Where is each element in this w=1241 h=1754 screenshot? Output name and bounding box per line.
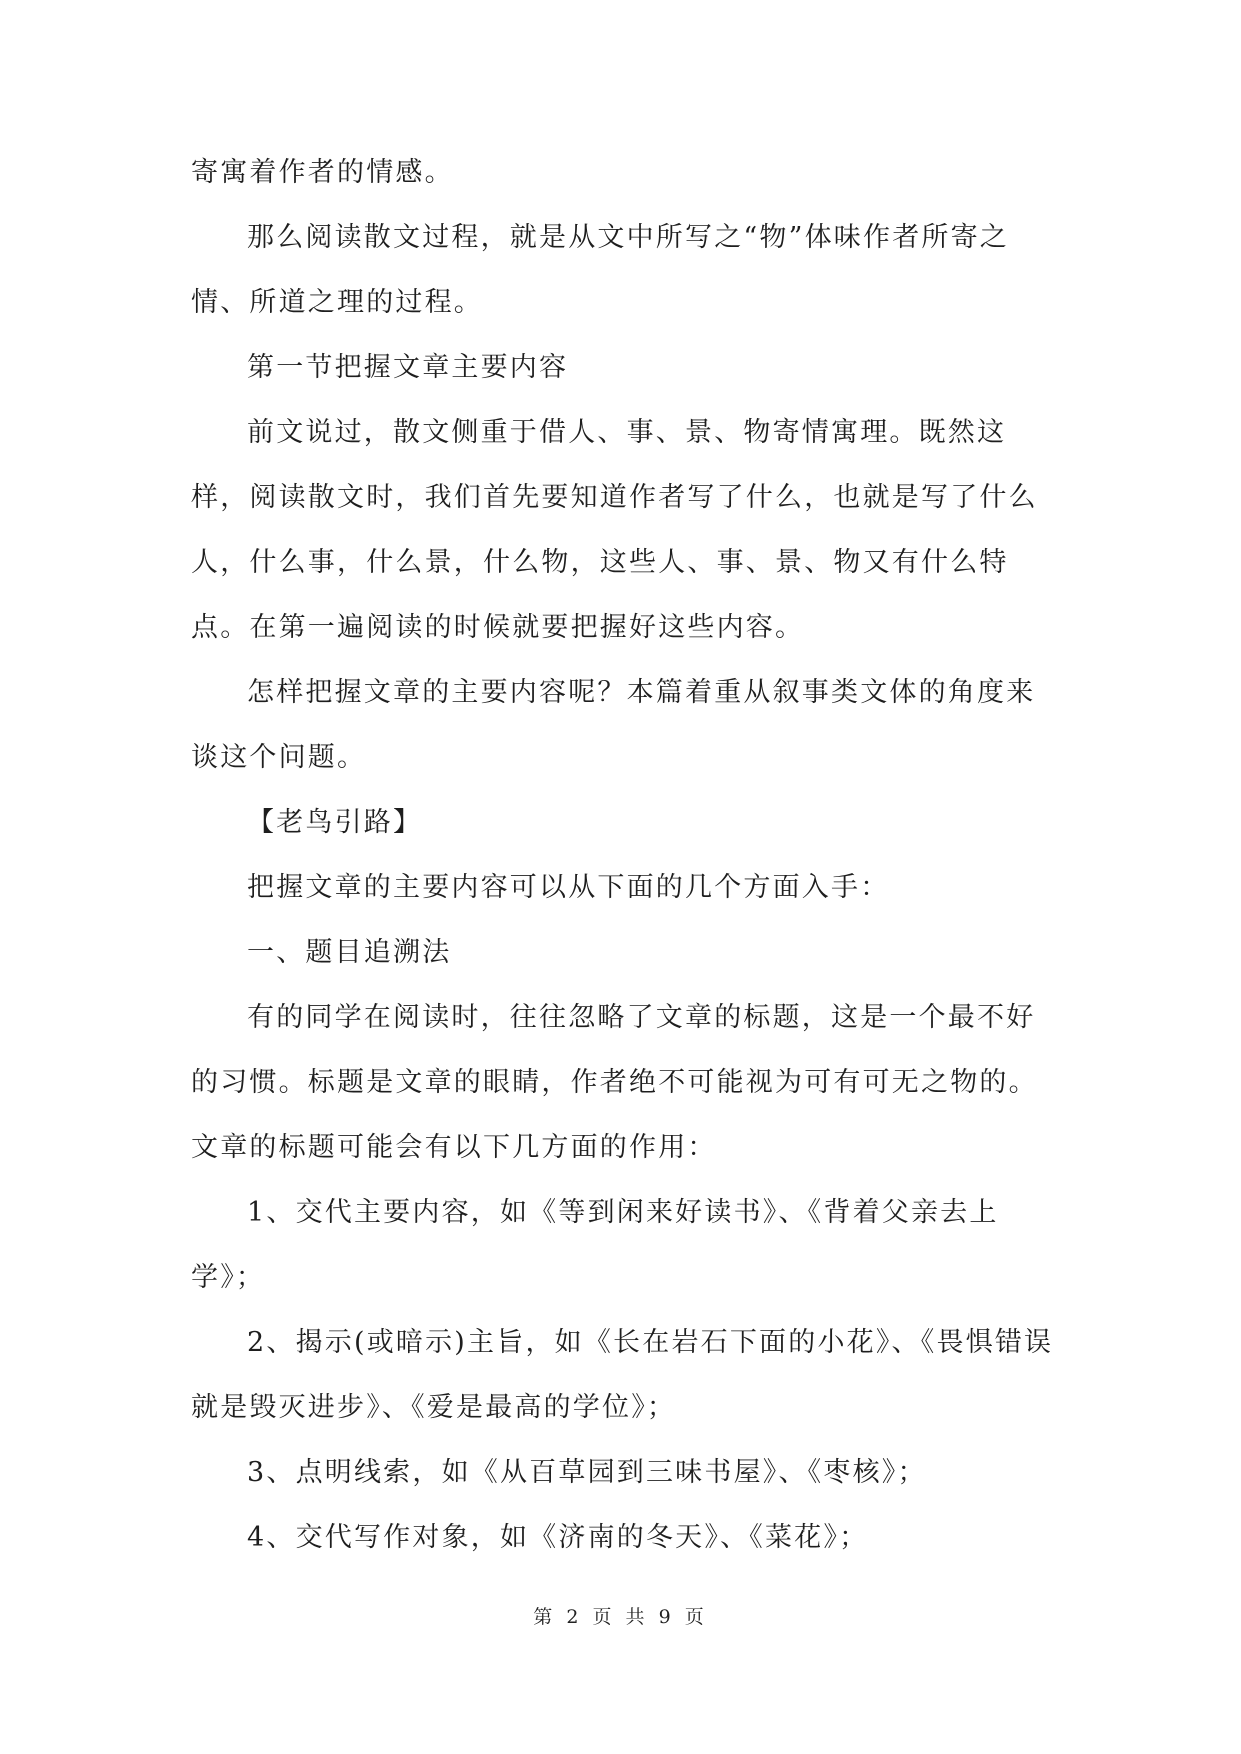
paragraph: 有的同学在阅读时，往往忽略了文章的标题，这是一个最不好的习惯。标题是文章的眼睛，作者绝不可能视为可有可无之物的。文章的标题可能会有以下几方面的作用： <box>191 1002 1038 1163</box>
paragraph: 前文说过，散文侧重于借人、事、景、物寄情寓理。既然这样，阅读散文时，我们首先要知道作者写了什么，也就是写了什么人，什么事，什么景，什么物，这些人、事、景、物又有什么特点。在第一遍阅读的时候就要把握好这些内容。 <box>191 417 1038 643</box>
footer-middle: 页 共 <box>592 1606 649 1628</box>
footer-current-page: 2 <box>566 1606 583 1628</box>
list-item: 2、揭示(或暗示)主旨，如《长在岩石下面的小花》、《畏惧错误就是毁灭进步》、《爱是最高的学位》； <box>191 1327 1054 1423</box>
footer-prefix: 第 <box>533 1606 557 1628</box>
document-body <box>191 140 1061 1570</box>
paragraph: 把握文章的主要内容可以从下面的几个方面入手： <box>247 872 890 903</box>
subsection-heading: 【老鸟引路】 <box>247 807 423 838</box>
paragraph: 寄寓着作者的情感。 <box>191 157 454 188</box>
list-item: 1、交代主要内容，如《等到闲来好读书》、《背着父亲去上学》； <box>191 1197 999 1293</box>
list-item: 3、点明线索，如《从百草园到三味书屋》、《枣核》； <box>247 1457 927 1488</box>
footer-total-pages: 9 <box>658 1606 675 1628</box>
list-item: 4、交代写作对象，如《济南的冬天》、《菜花》； <box>247 1522 869 1553</box>
method-heading: 一、题目追溯法 <box>247 937 452 968</box>
page-footer <box>0 1602 1241 1629</box>
paragraph: 怎样把握文章的主要内容呢？本篇着重从叙事类文体的角度来谈这个问题。 <box>191 677 1036 773</box>
footer-suffix: 页 <box>684 1606 708 1628</box>
paragraph: 那么阅读散文过程，就是从文中所写之“物”体味作者所寄之情、所道之理的过程。 <box>191 222 1010 318</box>
section-heading: 第一节把握文章主要内容 <box>247 352 569 383</box>
